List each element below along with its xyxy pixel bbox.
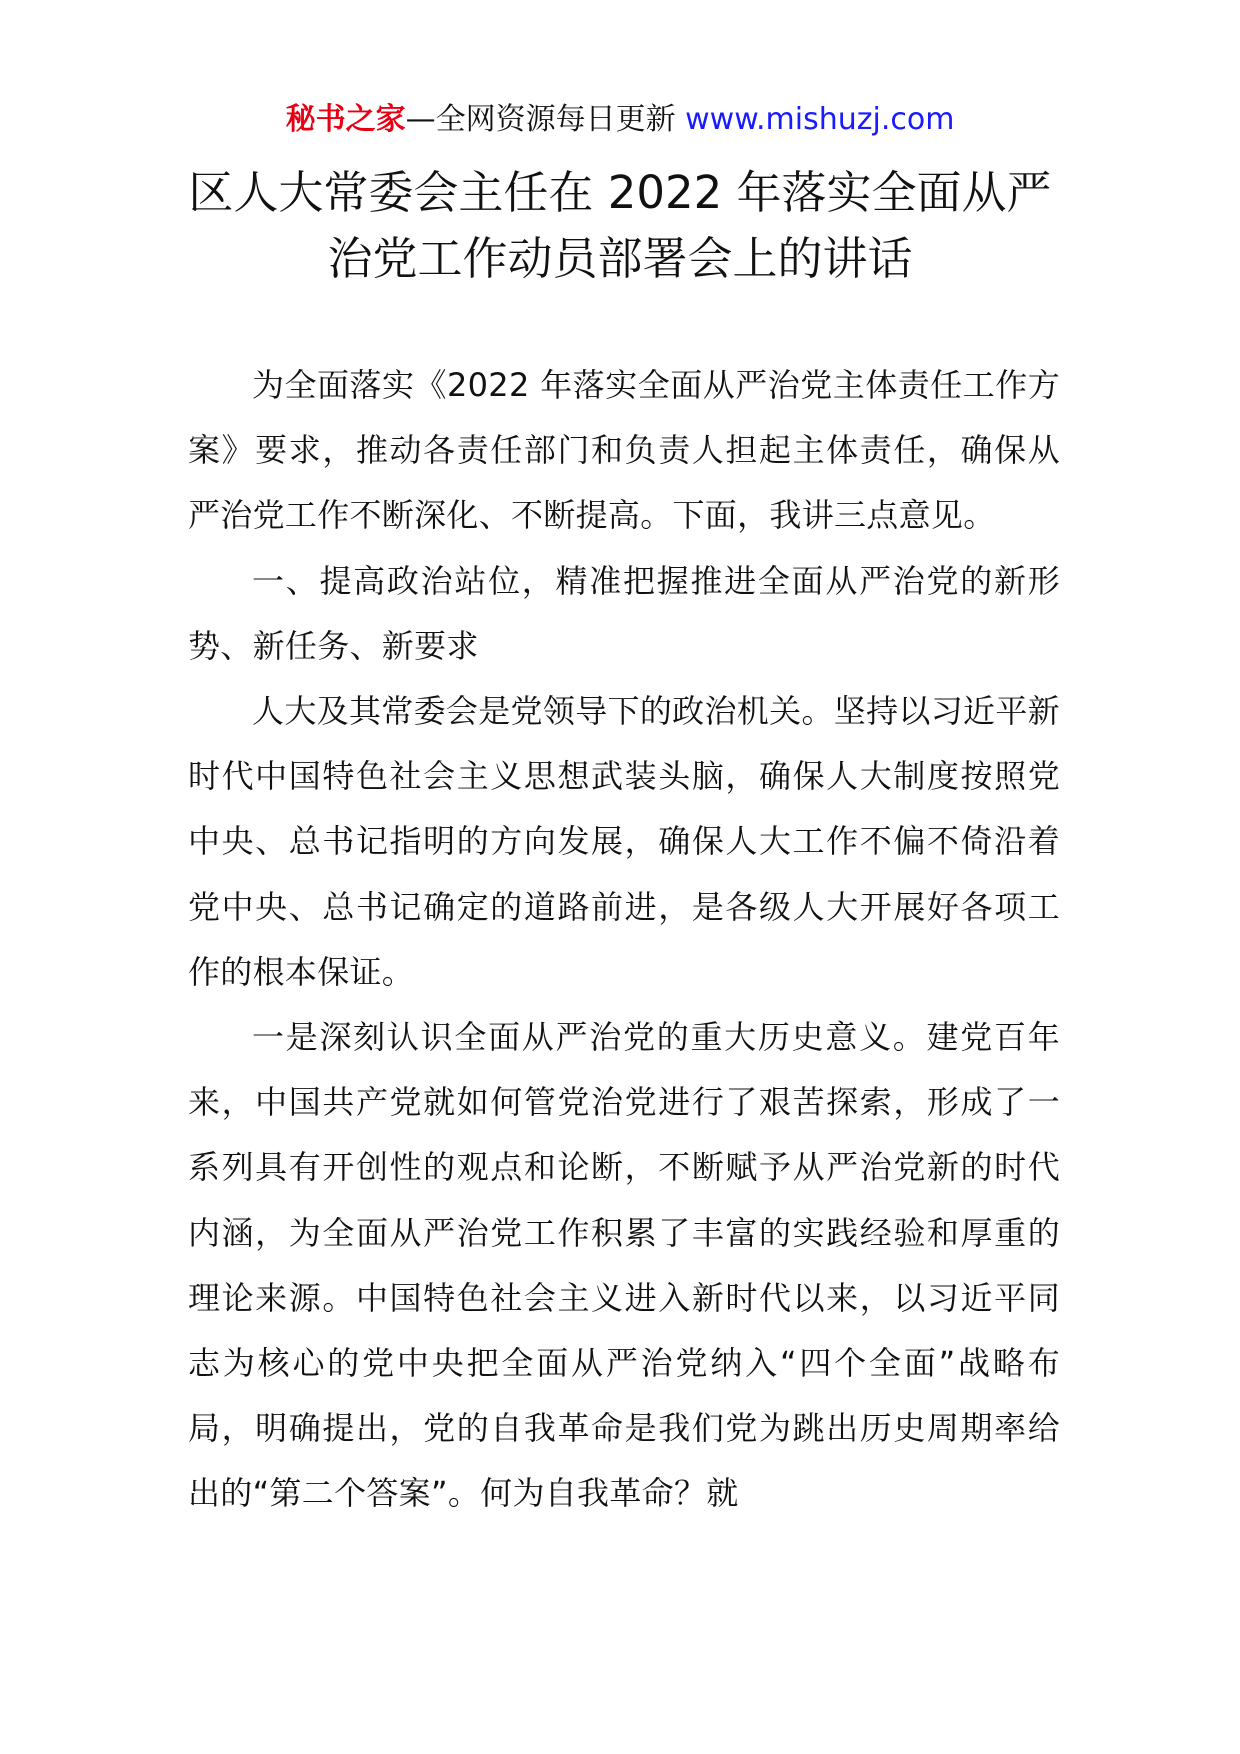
title-line-2: 治党工作动员部署会上的讲话 [327, 232, 913, 285]
header-tagline: —全网资源每日更新 [405, 102, 676, 137]
section-heading-1: 一、提高政治站位，精准把握推进全面从严治党的新形势、新任务、新要求 [188, 561, 1060, 665]
body-paragraph: 一是深刻认识全面从严治党的重大历史意义。建党百年来，中国共产党就如何管党治党进行了艰苦探索，形成了一系列具有开创性的观点和论断，不断赋予从严治党新的时代内涵，为全面从严治党工作积累了丰富的实践经验和厚重的理论来源。中国特色社会主义进入新时代以来，以习近平同志为核心的党中央把全面从严治党纳入“四个全面”战略布局，明确提出，党的自我革命是我们党为跳出历史周期率给出的“第二个答案”。何为自我革命？就 [188, 1018, 1060, 1513]
watermark-header [0, 100, 1240, 140]
site-link[interactable]: www.mishuzj.com [685, 102, 955, 137]
brand-name: 秘书之家 [285, 102, 406, 137]
document-body [188, 353, 1060, 1527]
body-paragraph: 人大及其常委会是党领导下的政治机关。坚持以习近平新时代中国特色社会主义思想武装头脑，确保人大制度按照党中央、总书记指明的方向发展，确保人大工作不偏不倚沿着党中央、总书记确定的道路前进，是各级人大开展好各项工作的根本保证。 [188, 692, 1060, 991]
document-title [150, 160, 1090, 292]
intro-paragraph: 为全面落实《2022 年落实全面从严治党主体责任工作方案》要求，推动各责任部门和负责人担起主体责任，确保从严治党工作不断深化、不断提高。下面，我讲三点意见。 [188, 366, 1060, 535]
title-line-1: 区人大常委会主任在 2022 年落实全面从严 [188, 166, 1052, 219]
